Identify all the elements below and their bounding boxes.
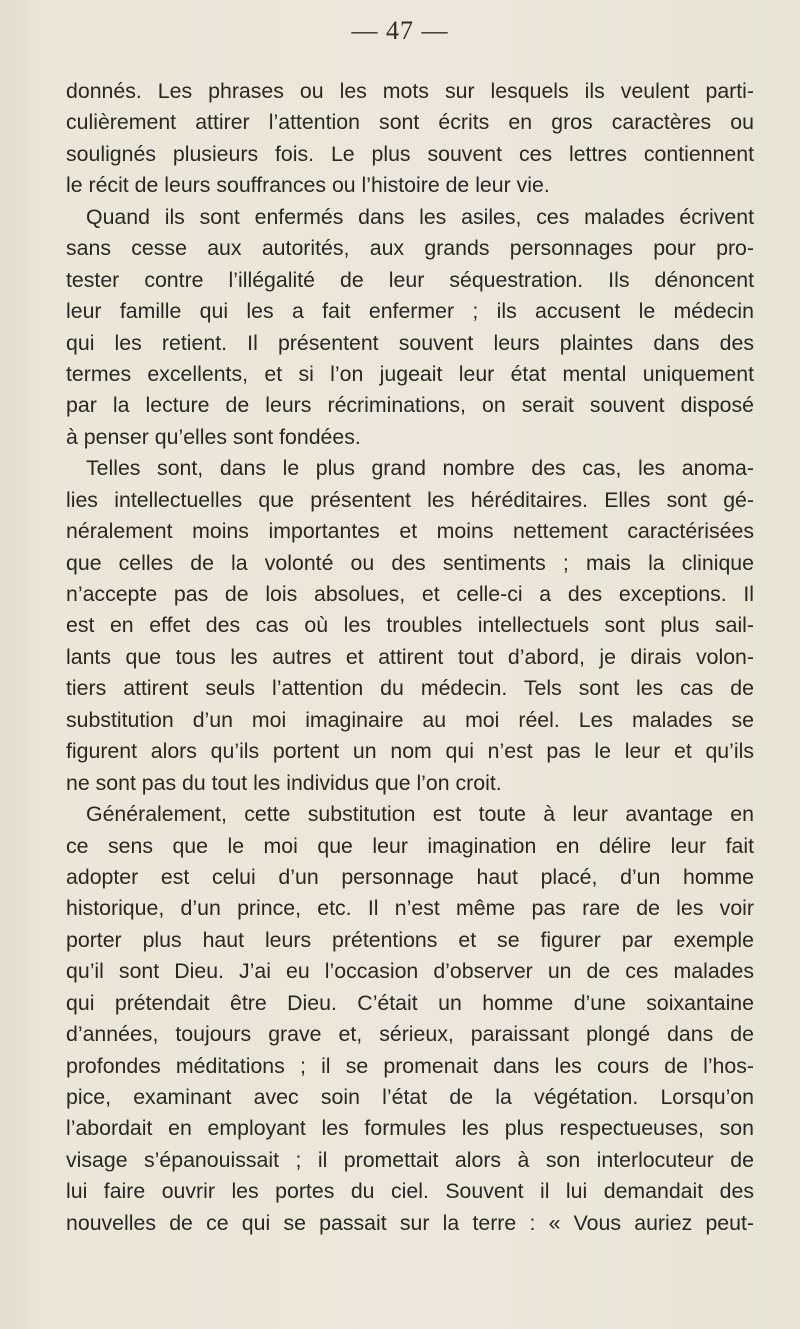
text-line: qui prétendait être Dieu. C’était un homme d’une soixantaine	[66, 990, 754, 1015]
text-line: porter plus haut leurs prétentions et se figurer par exemple	[66, 927, 754, 952]
text-line: n’accepte pas de lois absolues, et celle-ci a des exceptions. Il	[66, 582, 754, 606]
text-line: visage s’épanouissait ; il promettait alors à son interlocuteur de	[66, 1147, 754, 1172]
text-line: à penser qu’elles sont fondées.	[66, 424, 361, 449]
text-line: nouvelles de ce qui se passait sur la terre : « Vous auriez peut-	[66, 1210, 754, 1235]
text-line: Quand ils sont enfermés dans les asiles, ces malades écrivent	[86, 204, 754, 229]
text-line: lui faire ouvrir les portes du ciel. Souvent il lui demandait des	[66, 1179, 754, 1204]
text-line: Telles sont, dans le plus grand nombre des cas, les anoma-	[86, 456, 754, 481]
text-line: lies intellectuelles que présentent les héréditaires. Elles sont gé-	[66, 487, 754, 512]
text-line: tiers attirent seuls l’attention du médecin. Tels sont les cas de	[66, 676, 754, 701]
text-line: est en effet des cas où les troubles intellectuels sont plus sail-	[66, 613, 754, 638]
text-line: substitution d’un moi imaginaire au moi réel. Les malades se	[66, 707, 754, 732]
text-line: tester contre l’illégalité de leur séquestration. Ils dénoncent	[66, 267, 754, 292]
text-line: profondes méditations ; il se promenait dans les cours de l’hos-	[66, 1053, 754, 1078]
text-line: ne sont pas du tout les individus que l’on croit.	[66, 770, 502, 795]
text-line: le récit de leurs souffrances ou l’histoire de leur vie.	[66, 173, 550, 198]
text-line: Généralement, cette substitution est toute à leur avantage en	[86, 802, 754, 827]
text-line: l’abordait en employant les formules les plus respectueuses, son	[66, 1116, 754, 1141]
text-line: lants que tous les autres et attirent tout d’abord, je dirais volon-	[66, 644, 754, 669]
page-number: — 47 —	[351, 16, 449, 45]
text-line: sans cesse aux autorités, aux grands personnages pour pro-	[66, 236, 754, 261]
text-line: pice, examinant avec soin l’état de la végétation. Lorsqu’on	[66, 1085, 754, 1109]
text-line: adopter est celui d’un personnage haut placé, d’un homme	[66, 864, 754, 889]
text-line: termes excellents, et si l’on jugeait leur état mental uniquement	[66, 361, 754, 386]
text-line: ce sens que le moi que leur imagination en délire leur fait	[66, 833, 754, 858]
text-line: d’années, toujours grave et, sérieux, paraissant plongé dans de	[66, 1022, 754, 1047]
text-line: par la lecture de leurs récriminations, on serait souvent disposé	[66, 393, 754, 418]
body-text	[66, 76, 754, 1239]
text-line: figurent alors qu’ils portent un nom qui n’est pas le leur et qu’ils	[66, 739, 754, 764]
text-line: que celles de la volonté ou des sentiments ; mais la clinique	[66, 550, 754, 575]
text-line: néralement moins importantes et moins nettement caractérisées	[66, 519, 754, 544]
text-line: leur famille qui les a fait enfermer ; ils accusent le médecin	[66, 299, 754, 324]
text-line: culièrement attirer l’attention sont écrits en gros caractères ou	[66, 110, 754, 135]
text-line: qu’il sont Dieu. J’ai eu l’occasion d’observer un de ces malades	[66, 959, 754, 984]
text-line: qui les retient. Il présentent souvent leurs plaintes dans des	[66, 330, 754, 355]
text-line: donnés. Les phrases ou les mots sur lesquels ils veulent parti-	[66, 79, 754, 103]
text-line: historique, d’un prince, etc. Il n’est même pas rare de les voir	[66, 896, 754, 921]
text-line: soulignés plusieurs fois. Le plus souvent ces lettres contiennent	[66, 141, 754, 166]
